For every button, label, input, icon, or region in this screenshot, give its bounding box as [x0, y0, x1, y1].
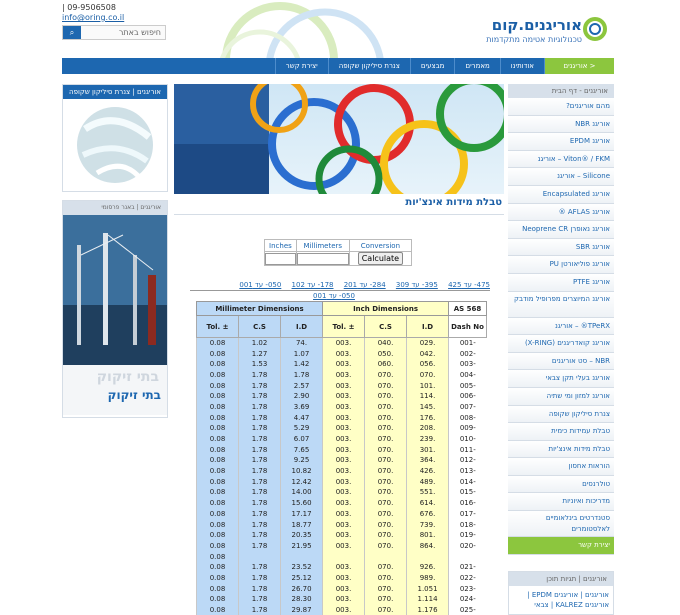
table-cell: 0.08 — [197, 594, 239, 605]
nav-item-contact[interactable]: יצירת קשר — [275, 58, 328, 74]
nav-item-about[interactable]: אודותינו — [500, 58, 544, 74]
col-header: C.S — [365, 316, 407, 338]
table-cell: 056. — [407, 359, 449, 370]
table-cell: 008- — [449, 412, 487, 423]
sidebar-item[interactable]: TPeRX® – אוריגנ — [508, 318, 614, 336]
table-cell: 070. — [365, 509, 407, 520]
sidebar-item[interactable]: טבלת עמידות כימית — [508, 423, 614, 441]
table-cell: 004- — [449, 370, 487, 381]
table-cell: 1.78 — [239, 509, 281, 520]
table-cell: 176. — [407, 412, 449, 423]
table-row — [197, 509, 487, 520]
col-conversion: Conversion — [349, 240, 411, 252]
table-cell: 21.95 — [281, 541, 323, 552]
table-cell: 989. — [407, 573, 449, 584]
sidebar-item[interactable]: צנרת סיליקון שקופה — [508, 406, 614, 424]
table-cell: 010- — [449, 434, 487, 445]
table-cell: 1.78 — [239, 583, 281, 594]
table-cell: 005- — [449, 380, 487, 391]
table-cell: 17.17 — [281, 509, 323, 520]
table-cell: 016- — [449, 498, 487, 509]
table-cell: 042. — [407, 348, 449, 359]
table-cell: 739. — [407, 519, 449, 530]
table-cell: 003. — [323, 444, 365, 455]
table-cell: 003. — [323, 423, 365, 434]
table-cell: 0.08 — [197, 455, 239, 466]
phone-number: | 09-9506508 — [62, 3, 116, 12]
table-cell — [449, 551, 487, 562]
table-cell: 003. — [323, 370, 365, 381]
table-cell: 070. — [365, 434, 407, 445]
table-cell: 489. — [407, 476, 449, 487]
table-cell: 1.53 — [239, 359, 281, 370]
table-cell: 0.08 — [197, 402, 239, 413]
table-row — [197, 594, 487, 605]
table-cell: 070. — [365, 476, 407, 487]
table-cell: 003. — [323, 605, 365, 615]
main-nav — [62, 58, 614, 74]
search-box[interactable] — [62, 25, 166, 40]
table-cell: 1.78 — [239, 412, 281, 423]
table-cell: 070. — [365, 541, 407, 552]
table-row — [197, 605, 487, 615]
table-cell: 1.07 — [281, 348, 323, 359]
table-row — [197, 573, 487, 584]
table-cell: 070. — [365, 583, 407, 594]
table-cell: 1.78 — [281, 370, 323, 381]
search-input[interactable]: חיפוש באתר — [118, 28, 161, 37]
sidebar-item[interactable]: אוריגנ בעלי תקן צבאי — [508, 370, 614, 388]
table-row — [197, 530, 487, 541]
table-cell: 003. — [323, 455, 365, 466]
table-cell: 070. — [365, 594, 407, 605]
table-cell: 070. — [365, 519, 407, 530]
banner-caption-shadow: בתי זיקוק — [96, 369, 159, 385]
search-icon: ⌕ — [69, 28, 75, 37]
sidebar-item[interactable]: טולרנסים — [508, 476, 614, 494]
header — [0, 0, 680, 60]
table-row — [197, 402, 487, 413]
logo-title: אוריגנים.קום — [491, 16, 582, 34]
table-cell: 0.08 — [197, 509, 239, 520]
table-cell: 5.29 — [281, 423, 323, 434]
table-cell: 029. — [407, 338, 449, 349]
table-cell: 060. — [365, 359, 407, 370]
table-cell: 10.82 — [281, 466, 323, 477]
col-mm: Millimeters — [296, 240, 349, 252]
col-header: C.S — [239, 316, 281, 338]
table-cell: 239. — [407, 434, 449, 445]
table-cell: 1.78 — [239, 530, 281, 541]
calculate-button[interactable]: Calculate — [358, 252, 403, 265]
table-row — [197, 466, 487, 477]
table-cell: 070. — [365, 562, 407, 573]
table-cell: 0.08 — [197, 434, 239, 445]
nav-item-sales[interactable]: מבצעים — [410, 58, 455, 74]
table-cell: 0.08 — [197, 519, 239, 530]
tags-box — [508, 571, 614, 615]
table-cell: 0.08 — [197, 476, 239, 487]
table-cell: 1.78 — [239, 444, 281, 455]
decorative-rings-graphic — [180, 2, 480, 60]
table-cell: 1.78 — [239, 476, 281, 487]
table-cell: 208. — [407, 423, 449, 434]
table-cell: 614. — [407, 498, 449, 509]
table-cell: 003. — [323, 594, 365, 605]
table-row — [197, 434, 487, 445]
sidebar-item[interactable]: NBR – סט אוריגנים — [508, 353, 614, 371]
table-cell: 1.78 — [239, 562, 281, 573]
table-cell: 25.12 — [281, 573, 323, 584]
table-row — [197, 541, 487, 552]
table-cell: 070. — [365, 370, 407, 381]
table-cell: 2.90 — [281, 391, 323, 402]
table-row — [197, 380, 487, 391]
table-cell: 1.02 — [239, 338, 281, 349]
table-cell: 003. — [323, 573, 365, 584]
table-cell — [365, 551, 407, 562]
table-cell: 6.07 — [281, 434, 323, 445]
table-cell: 74. — [281, 338, 323, 349]
sidebar-item[interactable]: אוריגנ EPDM — [508, 133, 614, 151]
table-cell: 1.78 — [239, 423, 281, 434]
table-cell: 1.78 — [239, 519, 281, 530]
table-cell: 050. — [365, 348, 407, 359]
sidebar-item[interactable]: מהם אוריגנים? — [508, 98, 614, 116]
sidebar-item[interactable]: אוריגנ נאופרן Neoprene CR — [508, 221, 614, 239]
refineries-banner[interactable] — [62, 200, 168, 418]
sidebar-item[interactable]: אוריגנ PTFE — [508, 274, 614, 292]
table-cell: 0.08 — [197, 583, 239, 594]
table-cell: 020- — [449, 541, 487, 552]
table-row — [197, 444, 487, 455]
table-cell: 070. — [365, 573, 407, 584]
table-cell: 003. — [323, 562, 365, 573]
sidebar-item[interactable]: אוריגנ Encapsulated — [508, 186, 614, 204]
table-cell: 28.30 — [281, 594, 323, 605]
table-cell: 1.78 — [239, 391, 281, 402]
table-cell: 019- — [449, 530, 487, 541]
table-cell: 1.78 — [239, 498, 281, 509]
table-cell: 003. — [323, 509, 365, 520]
sidebar-title: אוריגנים - דף הבית — [508, 84, 614, 98]
table-cell: 021- — [449, 562, 487, 573]
table-cell — [281, 551, 323, 562]
logo-subtitle: טכנולוגיות אטימה מתקדמות — [486, 35, 582, 44]
table-cell: 26.70 — [281, 583, 323, 594]
refinery-image — [63, 215, 167, 415]
table-cell: 926. — [407, 562, 449, 573]
table-cell: 1.78 — [239, 487, 281, 498]
table-cell: 070. — [365, 455, 407, 466]
table-cell: 012- — [449, 455, 487, 466]
table-row — [197, 359, 487, 370]
sidebar-item[interactable]: הוראות אחסון — [508, 458, 614, 476]
table-cell: 025- — [449, 605, 487, 615]
sidebar-item[interactable]: טבלת מידות אינצ'יות — [508, 441, 614, 459]
table-cell: 12.42 — [281, 476, 323, 487]
table-cell: 070. — [365, 498, 407, 509]
col-inches: Inches — [265, 240, 297, 252]
table-cell: 1.78 — [239, 455, 281, 466]
range-link[interactable]: 395- עד 309 — [395, 281, 438, 289]
sidebar-item[interactable]: אוריגנ קואדריגנים (X-RING) — [508, 335, 614, 353]
silicone-tube-image — [63, 99, 167, 191]
table-cell: 4.47 — [281, 412, 323, 423]
table-cell: 1.78 — [239, 370, 281, 381]
table-cell: 015- — [449, 487, 487, 498]
table-cell: 114. — [407, 391, 449, 402]
table-cell: 1.78 — [239, 466, 281, 477]
banner-title: אוריגנים | באנר פרסומי — [63, 201, 167, 215]
table-row — [197, 519, 487, 530]
table-cell: 14.00 — [281, 487, 323, 498]
logo-ring-icon — [582, 16, 608, 42]
table-cell: 003. — [323, 498, 365, 509]
inch-group-header: Inch Dimensions — [323, 302, 449, 316]
table-cell: 013- — [449, 466, 487, 477]
table-cell: 0.08 — [197, 562, 239, 573]
silicone-tube-box[interactable] — [62, 84, 168, 192]
table-cell: 070. — [365, 605, 407, 615]
page-title: טבלת מידות אינצ'יות — [174, 197, 504, 215]
table-cell: 007- — [449, 402, 487, 413]
table-cell: 0.08 — [197, 444, 239, 455]
range-link[interactable]: 475- עד 425 — [448, 281, 490, 289]
table-cell: 0.08 — [197, 412, 239, 423]
table-cell: 070. — [365, 530, 407, 541]
sidebar-item[interactable]: סטנדרטים בינלאומיים לאלסטומרים — [508, 511, 614, 537]
table-cell: 1.78 — [239, 605, 281, 615]
inches-input[interactable] — [265, 253, 296, 265]
table-cell: 551. — [407, 487, 449, 498]
table-cell: 0.08 — [197, 370, 239, 381]
table-row — [197, 498, 487, 509]
table-cell: 011- — [449, 444, 487, 455]
hero-banner — [174, 84, 504, 194]
table-cell: 070. — [365, 412, 407, 423]
table-cell: 9.25 — [281, 455, 323, 466]
tags-links[interactable]: אוריגנים | אוריגנים EPDM | אוריגנים KALREZ | צבאי — [527, 591, 609, 609]
table-row — [197, 338, 487, 349]
table-cell: 0.08 — [197, 530, 239, 541]
table-cell: 2.57 — [281, 380, 323, 391]
table-cell: 0.08 — [197, 551, 239, 562]
sidebar-item[interactable]: אוריגנ NBR — [508, 116, 614, 134]
table-cell: 101. — [407, 380, 449, 391]
col-header: Tol. ± — [197, 316, 239, 338]
table-cell: 801. — [407, 530, 449, 541]
range-link[interactable]: 050- עד 001 — [239, 281, 282, 289]
table-cell: 003. — [323, 348, 365, 359]
table-cell: 003. — [323, 530, 365, 541]
sidebar-item[interactable]: יצירת קשר — [508, 537, 614, 555]
table-cell: 1.78 — [239, 380, 281, 391]
table-cell: 0.08 — [197, 541, 239, 552]
table-cell: 426. — [407, 466, 449, 477]
table-cell: 018- — [449, 519, 487, 530]
table-cell: 1.78 — [239, 573, 281, 584]
table-row — [197, 487, 487, 498]
table-cell: 003- — [449, 359, 487, 370]
table-cell: 003. — [323, 359, 365, 370]
table-cell: 070. — [365, 423, 407, 434]
nav-item-articles[interactable]: מאמרים — [454, 58, 499, 74]
table-cell: 23.52 — [281, 562, 323, 573]
table-cell: 003. — [323, 434, 365, 445]
table-cell: 009- — [449, 423, 487, 434]
table-cell: 0.08 — [197, 487, 239, 498]
table-cell: 002- — [449, 348, 487, 359]
table-cell: 003. — [323, 412, 365, 423]
dimensions-table — [196, 301, 487, 615]
table-cell: 040. — [365, 338, 407, 349]
orings-image — [174, 84, 504, 194]
right-sidebar — [508, 84, 614, 555]
table-row — [197, 412, 487, 423]
table-cell: 0.08 — [197, 423, 239, 434]
table-cell: 003. — [323, 402, 365, 413]
col-header: I.D — [281, 316, 323, 338]
table-cell: 070. — [407, 370, 449, 381]
table-cell: 1.78 — [239, 402, 281, 413]
sidebar-item[interactable]: אוריגנ SBR — [508, 239, 614, 257]
table-row — [197, 455, 487, 466]
table-cell: 022- — [449, 573, 487, 584]
table-cell: 003. — [323, 380, 365, 391]
table-cell: 18.77 — [281, 519, 323, 530]
table-cell — [407, 551, 449, 562]
table-cell: 0.08 — [197, 466, 239, 477]
table-cell: 0.08 — [197, 605, 239, 615]
table-cell: 003. — [323, 338, 365, 349]
table-row — [197, 348, 487, 359]
table-cell: 15.60 — [281, 498, 323, 509]
table-row — [197, 370, 487, 381]
range-links — [190, 280, 490, 302]
table-row — [197, 391, 487, 402]
site-logo[interactable] — [460, 14, 610, 50]
table-cell: 0.08 — [197, 338, 239, 349]
sidebar-item[interactable]: Silicone – אוריגנ — [508, 168, 614, 186]
range-link[interactable]: 284- עד 201 — [343, 281, 386, 289]
table-cell: 1.78 — [239, 541, 281, 552]
table-cell: 364. — [407, 455, 449, 466]
table-cell: 070. — [365, 402, 407, 413]
table-row — [197, 551, 487, 562]
nav-item-orings[interactable]: אוריגנים > — [544, 58, 614, 74]
table-cell: 1.176 — [407, 605, 449, 615]
silicone-tube-title[interactable]: אוריגנים | צנרת סיליקון שקופה — [63, 85, 167, 99]
table-cell: 070. — [365, 487, 407, 498]
table-cell: 070. — [365, 380, 407, 391]
table-cell: 1.78 — [239, 594, 281, 605]
table-cell: 003. — [323, 476, 365, 487]
table-cell: 014- — [449, 476, 487, 487]
col-header: I.D — [407, 316, 449, 338]
table-cell: 1.114 — [407, 594, 449, 605]
table-cell: 001- — [449, 338, 487, 349]
col-header: Dash No — [449, 316, 487, 338]
table-cell: 017- — [449, 509, 487, 520]
table-cell — [323, 551, 365, 562]
range-link[interactable]: 050- עד 001 — [313, 292, 355, 300]
search-button[interactable] — [63, 26, 81, 39]
table-cell: 29.87 — [281, 605, 323, 615]
table-cell: 003. — [323, 466, 365, 477]
sidebar-item[interactable]: אוריגנ המיוצרים מפרופיל מודבק — [508, 292, 614, 318]
table-cell: 0.08 — [197, 348, 239, 359]
tags-title: אוריגנים | תגיות תוכן — [509, 572, 613, 586]
table-cell: 145. — [407, 402, 449, 413]
table-cell: 024- — [449, 594, 487, 605]
sidebar-item[interactable]: מדריכות ואיוניות — [508, 493, 614, 511]
table-cell: 023- — [449, 583, 487, 594]
table-cell: 20.35 — [281, 530, 323, 541]
table-cell: 0.08 — [197, 573, 239, 584]
table-cell: 0.08 — [197, 498, 239, 509]
table-cell: 864. — [407, 541, 449, 552]
nav-item-silicone-tube[interactable]: צנרת סיליקון שקופה — [328, 58, 410, 74]
table-cell: 0.08 — [197, 380, 239, 391]
table-cell: 003. — [323, 541, 365, 552]
email-link[interactable]: info@oring.co.il — [62, 13, 125, 22]
table-row — [197, 583, 487, 594]
sidebar-item[interactable]: אוריגנ פוליאורטן PU — [508, 256, 614, 274]
table-cell: 070. — [365, 391, 407, 402]
table-cell: 7.65 — [281, 444, 323, 455]
unit-converter — [264, 239, 412, 266]
table-row — [197, 476, 487, 487]
table-cell: 070. — [365, 444, 407, 455]
table-cell: 1.42 — [281, 359, 323, 370]
table-cell: 003. — [323, 583, 365, 594]
table-cell: 1.051 — [407, 583, 449, 594]
col-header: Tol. ± — [323, 316, 365, 338]
table-row — [197, 562, 487, 573]
sidebar-item[interactable]: Viton® / FKM – אוריגנ — [508, 151, 614, 169]
table-cell: 3.69 — [281, 402, 323, 413]
table-cell: 003. — [323, 519, 365, 530]
mm-input[interactable] — [297, 253, 349, 265]
table-cell: 1.78 — [239, 434, 281, 445]
sidebar-item[interactable]: אוריגנ למזון ומי שתיה — [508, 388, 614, 406]
table-cell — [239, 551, 281, 562]
table-cell: 0.08 — [197, 391, 239, 402]
table-cell: 1.27 — [239, 348, 281, 359]
table-cell: 0.08 — [197, 359, 239, 370]
sidebar-item[interactable]: אוריגנ AFLAS ® — [508, 204, 614, 222]
mm-group-header: Millimeter Dimensions — [197, 302, 323, 316]
table-cell: 003. — [323, 487, 365, 498]
banner-caption: בתי זיקוק — [107, 388, 161, 402]
table-cell: 006- — [449, 391, 487, 402]
table-cell: 301. — [407, 444, 449, 455]
table-cell: 070. — [365, 466, 407, 477]
range-link[interactable]: 178- עד 102 — [291, 281, 334, 289]
as568-header: AS 568 — [449, 302, 487, 316]
table-row — [197, 423, 487, 434]
table-cell: 003. — [323, 391, 365, 402]
table-cell: 676. — [407, 509, 449, 520]
